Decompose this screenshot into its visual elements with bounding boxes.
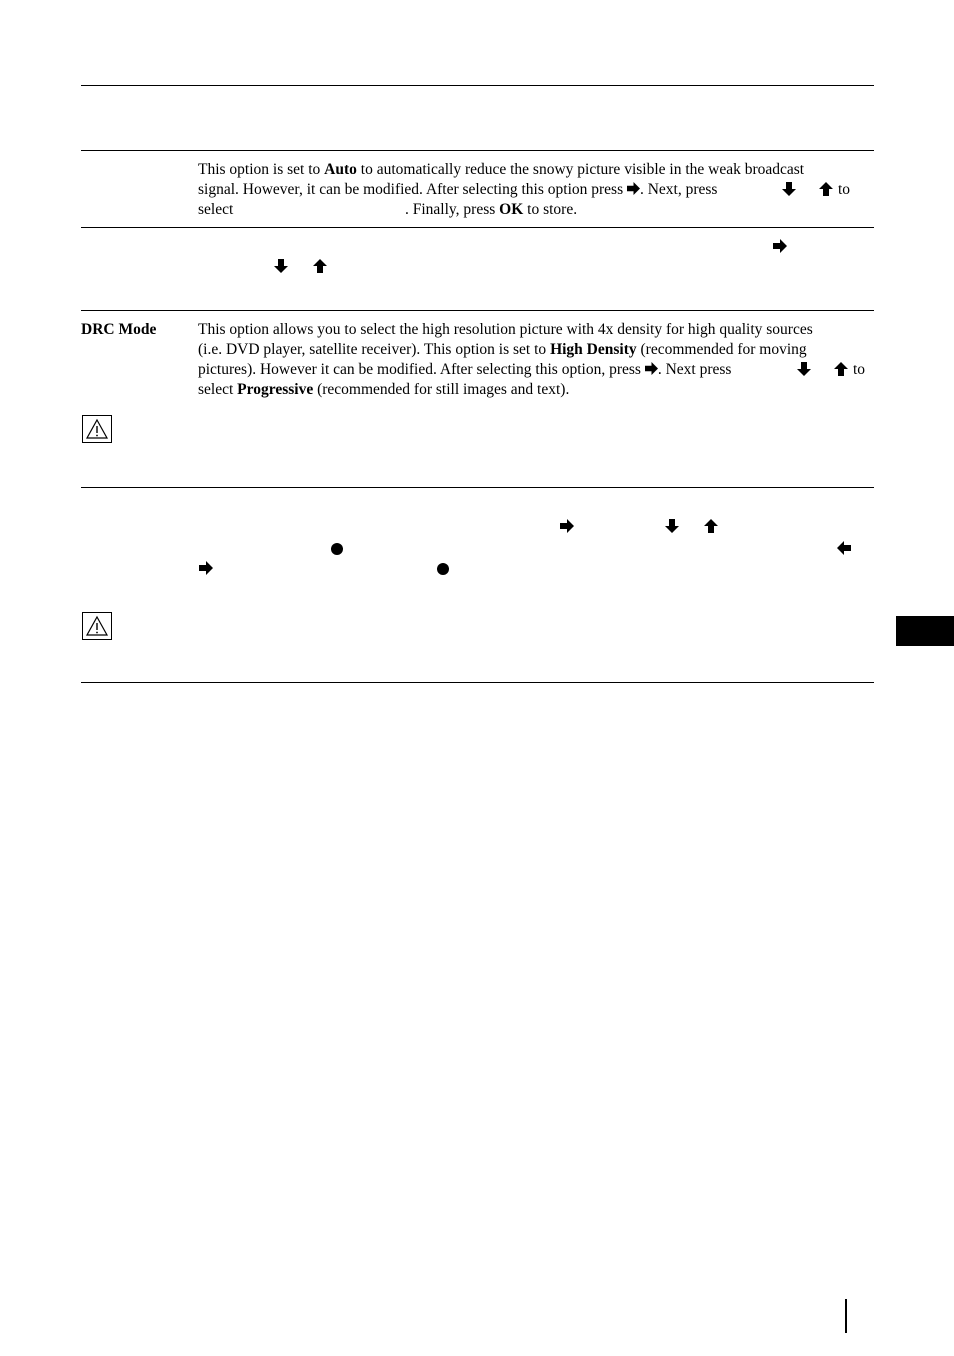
arrow-left-icon (837, 541, 851, 555)
arrow-right-icon (627, 182, 640, 195)
drc-line-1: This option allows you to select the high resolution picture with 4x density for high quality sources (198, 321, 813, 338)
page-number-rule (845, 1299, 847, 1333)
arrow-up-icon (819, 182, 833, 196)
arrow-up-icon (313, 259, 327, 273)
section-rule (81, 487, 874, 488)
drc-line-2: (i.e. DVD player, satellite receiver). This option is set to High Density (recommended for moving (198, 341, 807, 358)
warning-triangle-icon (82, 415, 112, 443)
arrow-down-icon (274, 259, 288, 273)
section-rule (81, 682, 874, 683)
filled-circle-icon (437, 563, 449, 575)
filled-circle-icon (331, 543, 343, 555)
nr-line-2: signal. However, it can be modified. After selecting this option press . Next, press (198, 181, 718, 198)
section-tab (896, 616, 954, 646)
nr-line-3a: select (198, 201, 234, 218)
arrow-right-icon (199, 561, 213, 575)
arrow-down-icon (665, 519, 679, 533)
drc-line-4: select Progressive (recommended for still images and text). (198, 381, 570, 398)
drc-line-3: pictures). However it can be modified. After selecting this option, press . Next press (198, 361, 732, 378)
top-rule (81, 85, 874, 86)
arrow-right-icon (645, 362, 658, 375)
drc-mode-label: DRC Mode (81, 321, 157, 338)
nr-to: to (838, 181, 851, 198)
arrow-right-icon (773, 239, 787, 253)
section-rule (81, 310, 874, 311)
arrow-up-icon (834, 362, 848, 376)
arrow-down-icon (797, 362, 811, 376)
warning-triangle-icon (82, 612, 112, 640)
drc-to: to (853, 361, 866, 378)
arrow-down-icon (782, 182, 796, 196)
nr-line-3b: . Finally, press OK to store. (405, 201, 578, 218)
arrow-right-icon (560, 519, 574, 533)
arrow-up-icon (704, 519, 718, 533)
section-rule (81, 150, 874, 151)
section-rule (81, 227, 874, 228)
nr-line-1: This option is set to Auto to automatically reduce the snowy picture visible in the weak broadcast (198, 161, 805, 178)
